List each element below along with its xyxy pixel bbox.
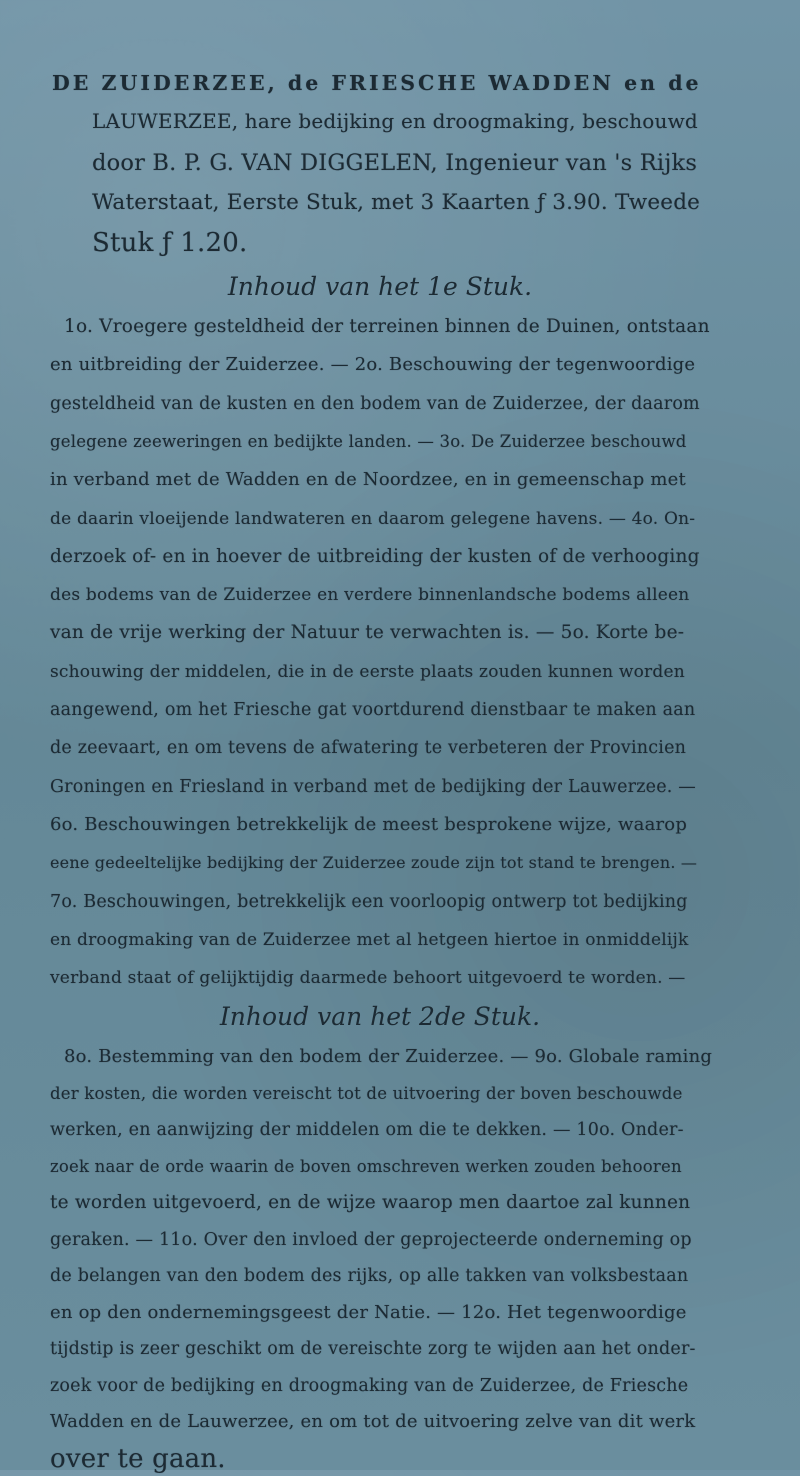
text-line: in verband met de Wadden en de Noordzee, en in gemeenschap met xyxy=(50,469,686,491)
text-line: en op den ondernemingsgeest der Natie. — 12o. Het tegenwoordige xyxy=(50,1301,687,1323)
text-line: gesteldheid van de kusten en den bodem van de Zuiderzee, der daarom xyxy=(50,393,700,414)
text-line: derzoek of- en in hoever de uitbreiding der kusten of de verhooging xyxy=(50,545,700,567)
text-line: van de vrije werking der Natuur te verwachten is. — 5o. Korte be- xyxy=(50,622,685,644)
title-line-3: door B. P. G. VAN DIGGELEN, Ingenieur van 's Rijks xyxy=(92,150,698,176)
text-line: zoek naar de orde waarin de boven omschreven werken zouden behooren xyxy=(50,1156,682,1176)
text-line: tijdstip is zeer geschikt om de vereischte zorg te wijden aan het onder- xyxy=(50,1339,696,1359)
text-line: zoek voor de bedijking en droogmaking van de Zuiderzee, de Friesche xyxy=(50,1375,689,1396)
text-line: Wadden en de Lauwerzee, en om tot de uitvoering zelve van dit werk xyxy=(50,1411,696,1432)
title-text-1: DE ZUIDERZEE, de FRIESCHE WADDEN en de xyxy=(52,71,702,95)
text-line: de zeevaart, en om tevens de afwatering te verbeteren der Provincien xyxy=(50,738,687,759)
title-line-5: Stuk ƒ 1.20. xyxy=(92,228,248,258)
section-heading-1: Inhoud van het 1e Stuk. xyxy=(227,272,533,301)
text-line: schouwing der middelen, die in de eerste plaats zouden kunnen worden xyxy=(50,661,685,682)
text-line: over te gaan. xyxy=(50,1443,226,1474)
title-line-4: Waterstaat, Eerste Stuk, met 3 Kaarten ƒ 3.90. Tweede xyxy=(92,190,701,215)
text-line: en droogmaking van de Zuiderzee met al hetgeen hiertoe in onmiddelijk xyxy=(50,929,689,950)
text-line: en uitbreiding der Zuiderzee. — 2o. Beschouwing der tegenwoordige xyxy=(50,354,696,376)
text-line: aangewend, om het Friesche gat voortdurend dienstbaar te maken aan xyxy=(50,700,696,720)
text-line: de daarin vloeijende landwateren en daarom gelegene havens. — 4o. On- xyxy=(50,508,696,529)
title-line-1 xyxy=(52,66,702,100)
text-line: 7o. Beschouwingen, betrekkelijk een voorloopig ontwerp tot bedijking xyxy=(50,891,688,912)
text-line: des bodems van de Zuiderzee en verdere binnenlandsche bodems alleen xyxy=(50,585,690,606)
text-line: geraken. — 11o. Over den invloed der geprojecteerde onderneming op xyxy=(50,1229,692,1250)
section-heading-2: Inhoud van het 2de Stuk. xyxy=(219,1002,541,1031)
text-line: eene gedeeltelijke bedijking der Zuiderzee zoude zijn tot stand te brengen. — xyxy=(50,853,698,873)
text-line: verband staat of gelijktijdig daarmede behoort uitgevoerd te worden. — xyxy=(50,968,686,989)
text-line: 8o. Bestemming van den bodem der Zuiderzee. — 9o. Globale raming xyxy=(64,1046,713,1067)
text-line: 6o. Beschouwingen betrekkelijk de meest besprokene wijze, waarop xyxy=(50,813,688,835)
text-line: 1o. Vroegere gesteldheid der terreinen binnen de Duinen, ontstaan xyxy=(64,316,710,337)
text-line: de belangen van den bodem des rijks, op alle takken van volksbestaan xyxy=(50,1266,689,1286)
title-line-2: LAUWERZEE, hare bedijking en droogmaking, beschouwd xyxy=(92,109,698,133)
text-line: te worden uitgevoerd, en de wijze waarop men daartoe zal kunnen xyxy=(50,1192,691,1213)
text-line: Groningen en Friesland in verband met de bedijking der Lauwerzee. — xyxy=(50,776,696,797)
text-line: gelegene zeeweringen en bedijkte landen. — 3o. De Zuiderzee beschouwd xyxy=(50,431,687,451)
text-line: der kosten, die worden vereischt tot de uitvoering der boven beschouwde xyxy=(50,1083,683,1103)
text-line: werken, en aanwijzing der middelen om die te dekken. — 10o. Onder- xyxy=(50,1120,684,1140)
